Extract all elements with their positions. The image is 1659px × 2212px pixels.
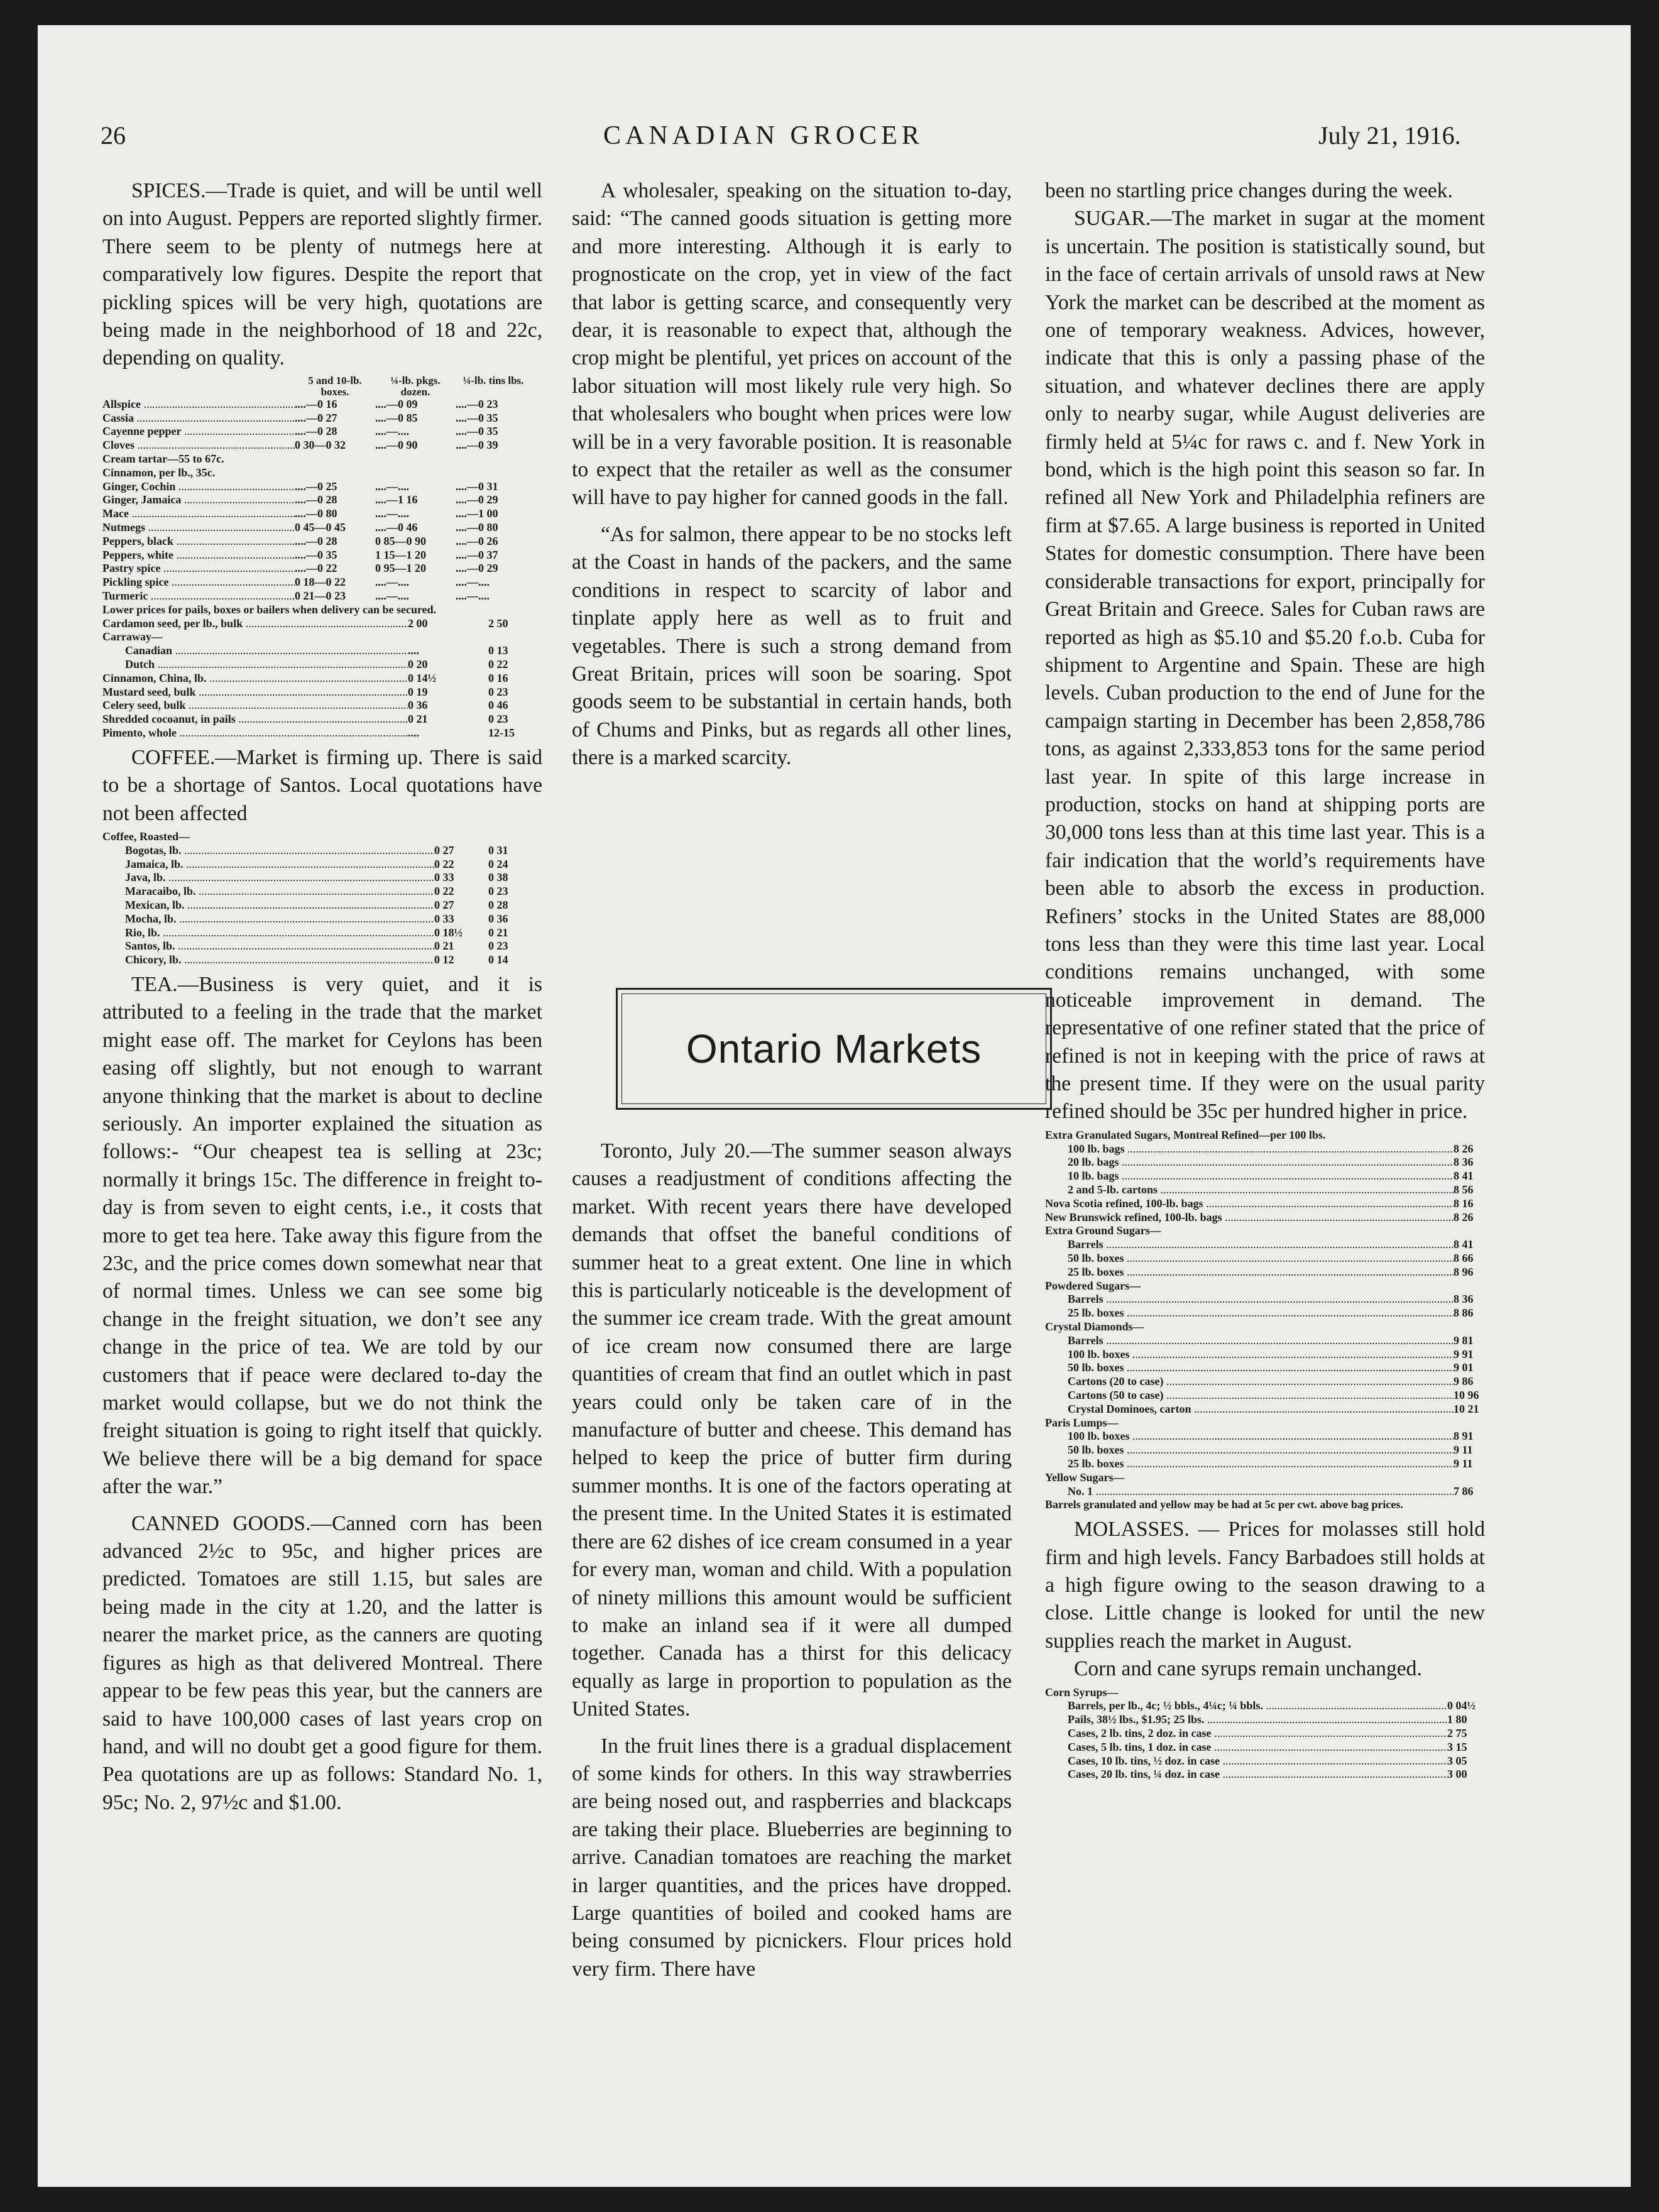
table-row <box>1045 1129 1485 1142</box>
table-row <box>1045 1306 1485 1320</box>
row-value: ....—1 00 <box>456 507 498 520</box>
row-label: Cases, 5 lb. tins, 1 doz. in case ..... <box>1068 1741 1447 1755</box>
row-label: Peppers, black ..... <box>102 535 295 549</box>
row-label: Cartons (50 to case) ..... <box>1068 1389 1454 1403</box>
row-value: 0 24 <box>488 857 508 870</box>
row-heading: Carraway— <box>102 630 163 643</box>
row-label: Dutch ..... <box>125 658 408 672</box>
row-label: 2 and 5-lb. cartons ..... <box>1068 1183 1454 1197</box>
row-value: 0 22 <box>434 885 454 898</box>
row-value: .... <box>408 644 419 657</box>
row-label: Cartons (20 to case) ..... <box>1068 1375 1454 1389</box>
row-value: 0 22 <box>488 657 508 671</box>
row-label: Cinnamon, China, lb. ..... <box>102 672 408 686</box>
row-value: ....—0 27 <box>295 411 337 424</box>
table-row <box>102 412 542 425</box>
spices-price-table <box>102 375 542 740</box>
table-row <box>102 425 542 439</box>
row-label: Santos, lb. ..... <box>125 939 434 953</box>
table-row <box>1045 1238 1485 1252</box>
table-row <box>102 926 542 940</box>
table-row <box>1045 1211 1485 1225</box>
row-value: ....—0 16 <box>295 397 337 410</box>
row-label: Chicory, lb. ..... <box>125 953 434 967</box>
row-value: 0 21—0 23 <box>295 589 346 602</box>
table-row <box>102 713 542 726</box>
col-header: ¼-lb. tins lbs. <box>463 374 524 386</box>
row-value: 0 21 <box>488 926 508 939</box>
row-value: ....—0 29 <box>456 493 498 506</box>
row-value: 8 36 <box>1454 1293 1474 1306</box>
table-row <box>102 466 542 480</box>
row-value: 0 33 <box>434 871 454 884</box>
column-3 <box>1045 177 1485 1785</box>
row-value: ....—.... <box>456 576 490 589</box>
row-value: ....—0 29 <box>456 562 498 575</box>
row-value: 3 15 <box>1447 1740 1467 1753</box>
row-label: New Brunswick refined, 100-lb. bags ..... <box>1045 1211 1454 1225</box>
table-row <box>102 507 542 521</box>
row-value: ....—.... <box>375 576 409 589</box>
row-heading: Extra Granulated Sugars, Montreal Refined—per 100 lbs. <box>1045 1128 1326 1141</box>
row-value: ....—0 35 <box>456 411 498 424</box>
table-row <box>1045 1768 1485 1782</box>
row-value: ....—0 80 <box>295 507 337 520</box>
row-label: Rio, lb. ..... <box>125 926 434 940</box>
row-value: 8 86 <box>1454 1306 1474 1320</box>
table-row <box>1045 1485 1485 1499</box>
table-row <box>1045 1183 1485 1197</box>
table-row <box>1045 1266 1485 1279</box>
row-label: Barrels ..... <box>1068 1238 1454 1252</box>
spices-paragraph: SPICES.—Trade is quiet, and will be until well on into August. Peppers are reported slightly firmer. There seem to be plenty of nutmegs here at comparatively low figures. Despite the report that pickling spices will be very high, quotations are being made in the neighborhood of 18 and 22c, depending on quality. <box>102 179 542 370</box>
wholesaler-paragraph: A wholesaler, speaking on the situation to-day, said: “The canned goods situation is getting more and more interesting. Although it is early to prognosticate on the crop, yet in view of the fact that labor is getting scarce, and consequently very dear, it is reasonable to expect that, although the crop might be plentiful, yet prices on account of the labor situation will most likely rule very high. So that wholesalers who bought when prices were low will be in a very favorable position. It is reasonable to expect that the retailer as well as the consumer will have to pay higher for canned goods in the fall. <box>572 179 1012 510</box>
row-label: Nutmegs ..... <box>102 521 295 535</box>
row-label: Cinnamon, per lb., 35c. <box>102 466 216 479</box>
table-row <box>1045 1361 1485 1375</box>
table-row <box>102 480 542 494</box>
row-label: Pails, 38½ lbs., $1.95; 25 lbs. ..... <box>1068 1713 1447 1727</box>
table-row <box>102 549 542 562</box>
table-row <box>1045 1727 1485 1741</box>
row-value: ....—0 26 <box>456 534 498 547</box>
row-value: ....—.... <box>375 425 409 438</box>
page-date: July 21, 1916. <box>1318 121 1461 150</box>
row-label: 50 lb. boxes ..... <box>1068 1361 1454 1375</box>
table-row <box>102 439 542 452</box>
canned-goods-paragraph: CANNED GOODS.—Canned corn has been advanced 2½c to 95c, and higher prices are predicted. Tomatoes are still 1.15, but sales are being made in the city at 1.20, and the latter is nearer the market price, as the canners are quoting figures as high as that delivered Montreal. There appear to be few peas this year, but the canners are said to have 100,000 cases of last years crop on hand, and will no doubt get a good figure for them. Pea quotations are up as follows: Standard No. 1, 95c; No. 2, 97½c and $1.00. <box>102 1511 542 1814</box>
table-row <box>1045 1389 1485 1403</box>
row-label: Crystal Dominoes, carton ..... <box>1068 1403 1454 1416</box>
table-row <box>1045 1156 1485 1169</box>
syrup-heading: Corn Syrups— <box>1045 1685 1119 1699</box>
table-row <box>1045 1699 1485 1713</box>
section-heading-box <box>616 988 1052 1110</box>
row-label: Pimento, whole ..... <box>102 726 408 740</box>
row-value: ....—0 28 <box>295 534 337 547</box>
row-label: Barrels ..... <box>1068 1334 1454 1348</box>
syrup-price-table <box>1045 1686 1485 1782</box>
table-row <box>1045 1142 1485 1156</box>
row-value: ....—.... <box>456 589 490 602</box>
table-row <box>1045 1375 1485 1389</box>
table-row <box>1045 1224 1485 1238</box>
row-value: 0 23 <box>488 685 508 698</box>
fruit-paragraph: In the fruit lines there is a gradual displacement of some kinds for others. In this way strawberries are being nosed out, and raspberries and blackcaps are taking their place. Blueberries are beginning to arrive. Canadian tomatoes are reaching the market in larger quantities, and the prices have dropped. Large quantities of boiled and cooked hams are being consumed by picnickers. Flour prices hold very firm. There have <box>572 1734 1012 1981</box>
spices-table-header <box>102 375 542 398</box>
table-row <box>1045 1252 1485 1266</box>
row-label: 50 lb. boxes ..... <box>1068 1252 1454 1266</box>
row-value: 10 96 <box>1454 1388 1479 1401</box>
row-value: 0 18—0 22 <box>295 576 346 589</box>
row-value: 2 50 <box>488 616 508 630</box>
row-label: Maracaibo, lb. ..... <box>125 885 434 899</box>
row-label: 25 lb. boxes ..... <box>1068 1266 1454 1279</box>
row-label: Mace ..... <box>102 507 295 521</box>
newspaper-page <box>38 25 1631 2187</box>
row-value: 9 01 <box>1454 1361 1474 1374</box>
row-label: Barrels, per lb., 4c; ½ bbls., 4¼c; ¼ bbls. ..... <box>1068 1699 1447 1713</box>
row-value: 0 31 <box>488 843 508 857</box>
column-2 <box>572 177 1012 772</box>
table-row <box>102 953 542 967</box>
table-row <box>102 630 542 644</box>
row-label: Celery seed, bulk ..... <box>102 699 408 713</box>
row-value: 0 14½ <box>408 671 436 684</box>
column-2-lower <box>572 1137 1012 1983</box>
row-value: 9 91 <box>1454 1347 1474 1361</box>
table-row <box>1045 1197 1485 1211</box>
molasses-paragraph: MOLASSES. — Prices for molasses still hold firm and high levels. Fancy Barbadoes still holds at a high figure owing to the season drawing to a close. Little change is looked for until the new supplies reach the market in August. <box>1045 1518 1485 1653</box>
continued-paragraph: been no startling price changes during the week. <box>1045 179 1453 202</box>
row-value: 0 18½ <box>434 926 463 939</box>
row-value: 0 46 <box>488 699 508 712</box>
row-value: 0 27 <box>434 898 454 911</box>
row-value: 8 66 <box>1454 1251 1474 1264</box>
table-row <box>1045 1279 1485 1293</box>
row-label: 100 lb. boxes ..... <box>1068 1348 1454 1362</box>
table-row <box>102 658 542 672</box>
row-value: ....—0 37 <box>456 548 498 561</box>
table-row <box>1045 1169 1485 1183</box>
row-value: 8 96 <box>1454 1265 1474 1278</box>
row-heading: Paris Lumps— <box>1045 1416 1119 1429</box>
row-label: Pastry spice ..... <box>102 562 295 576</box>
row-value: ....—.... <box>375 507 409 520</box>
row-value: 9 81 <box>1454 1333 1474 1347</box>
row-value: 0 30—0 32 <box>295 439 346 452</box>
table-row <box>102 885 542 899</box>
row-label: Java, lb. ..... <box>125 871 434 885</box>
row-label: Mexican, lb. ..... <box>125 899 434 912</box>
row-label: 100 lb. bags ..... <box>1068 1142 1454 1156</box>
row-value: 8 36 <box>1454 1156 1474 1169</box>
row-heading: Powdered Sugars— <box>1045 1279 1141 1292</box>
row-label: Turmeric ..... <box>102 589 295 603</box>
row-label: Cardamon seed, per lb., bulk ..... <box>102 617 408 631</box>
row-value: 0 04½ <box>1447 1699 1476 1712</box>
table-row <box>102 521 542 535</box>
table-row <box>102 493 542 507</box>
row-heading: Crystal Diamonds— <box>1045 1320 1144 1333</box>
table-row <box>102 576 542 589</box>
table-row <box>1045 1348 1485 1362</box>
row-value: ....—0 46 <box>375 521 418 534</box>
column-1 <box>102 177 542 1817</box>
tea-paragraph: TEA.—Business is very quiet, and it is attributed to a feeling in the trade that the market might ease off. The market for Ceylons has been easing off slightly, but not enough to warrant anyone thinking that the market is about to decline seriously. An importer explained the situation as follows:- “Our cheapest tea is selling at 23c; normally it brings 15c. The difference in freight to-day is from seven to eight cents, i.e., it costs that more to get tea here. Take away this figure from the 23c, and the price comes down somewhat near that of normal times. Unless we can see some big change in the freight situation, we don’t see any change in the price of tea. We are told by our customers that if peace were declared to-day the market would collapse, but we do not think the freight situation is going to right itself that quickly. We believe there will be a big demand for space after the war.” <box>102 972 542 1499</box>
row-value: 0 38 <box>488 871 508 884</box>
table-row <box>1045 1320 1485 1334</box>
row-value: 8 26 <box>1454 1210 1474 1224</box>
table-row <box>1045 1755 1485 1768</box>
page-title: CANADIAN GROCER <box>603 121 924 150</box>
row-value: 2 75 <box>1447 1726 1467 1739</box>
table-row <box>1045 1457 1485 1471</box>
row-value: 8 41 <box>1454 1169 1474 1183</box>
row-label: Shredded cocoanut, in pails ..... <box>102 713 408 726</box>
row-value: 0 12 <box>434 953 454 966</box>
row-value: ....—0 90 <box>375 439 418 452</box>
row-value: 0 16 <box>488 671 508 684</box>
row-value: ....—.... <box>375 589 409 602</box>
row-value: ....—0 28 <box>295 493 337 506</box>
row-label: Allspice ..... <box>102 398 295 412</box>
row-label: Bogotas, lb. ..... <box>125 844 434 858</box>
row-value: ....—.... <box>375 479 409 493</box>
row-value: 0 23 <box>488 885 508 898</box>
row-value: ....—0 39 <box>456 439 498 452</box>
row-value: ....—0 80 <box>456 521 498 534</box>
row-label: Cassia ..... <box>102 412 295 425</box>
row-value: 0 19 <box>408 685 428 698</box>
row-value: 0 36 <box>408 699 428 712</box>
table-row <box>102 871 542 885</box>
sugar-note: Barrels granulated and yellow may be had at 5c per cwt. above bag prices. <box>1045 1498 1403 1511</box>
table-row <box>1045 1430 1485 1443</box>
row-label: Mocha, lb. ..... <box>125 912 434 926</box>
row-label: Cases, 10 lb. tins, ½ doz. in case ..... <box>1068 1755 1447 1768</box>
row-value: 10 21 <box>1454 1402 1479 1415</box>
row-label: 20 lb. bags ..... <box>1068 1156 1454 1169</box>
row-label: No. 1 ..... <box>1068 1485 1454 1499</box>
row-value: 12-15 <box>488 726 515 739</box>
row-value: 3 00 <box>1447 1768 1467 1781</box>
row-value: 7 86 <box>1454 1484 1474 1497</box>
row-value: 1 15—1 20 <box>375 548 426 561</box>
table-row <box>102 686 542 699</box>
row-label: 100 lb. boxes ..... <box>1068 1430 1454 1443</box>
table-row <box>102 589 542 603</box>
row-value: 0 22 <box>434 857 454 870</box>
table-row <box>102 699 542 713</box>
table-row <box>102 452 542 466</box>
table-row <box>102 726 542 740</box>
row-label: 25 lb. boxes ..... <box>1068 1306 1454 1320</box>
row-value: ....—0 28 <box>295 425 337 438</box>
row-label: Cases, 2 lb. tins, 2 doz. in case ..... <box>1068 1727 1447 1741</box>
row-value: 8 26 <box>1454 1142 1474 1155</box>
table-row <box>102 844 542 858</box>
row-value: 9 11 <box>1454 1457 1473 1470</box>
row-label: Cream tartar—55 to 67c. <box>102 452 224 466</box>
row-value: 1 80 <box>1447 1713 1467 1726</box>
table-row <box>1045 1403 1485 1416</box>
toronto-paragraph: Toronto, July 20.—The summer season always causes a readjustment of conditions affecting the market. With recent years there have developed demands that offset the baneful conditions of summer heat to a great extent. One line in which this is particularly noticeable is the development of the summer ice cream trade. With the great amount of ice cream now consumed there are large quantities of cream that find an outlet which in past years could only be taken care of in the manufacture of butter and cheese. This demand has helped to keep the price of butter firm during summer months. It is one of the factors operating at the present time. In the United States it is estimated there are 62 dishes of ice cream consumed in a year for every man, woman and child. With a population of ninety millions this amount would be sufficient to make an inland sea if it were all dumped together. Canada has a thirst for this delicacy equally as large in proportion to population as the United States. <box>572 1139 1012 1721</box>
row-value: 0 20 <box>408 657 428 671</box>
row-value: 3 05 <box>1447 1754 1467 1767</box>
table-row <box>102 562 542 576</box>
page-number: 26 <box>101 121 126 150</box>
table-row <box>102 899 542 912</box>
row-label: Cayenne pepper ..... <box>102 425 295 439</box>
row-label: Cases, 20 lb. tins, ¼ doz. in case ..... <box>1068 1768 1447 1782</box>
row-label: Canadian ..... <box>125 644 408 658</box>
row-value: ....—1 16 <box>375 493 418 506</box>
row-label: Mustard seed, bulk ..... <box>102 686 408 699</box>
row-value: 0 21 <box>434 939 454 953</box>
table-row <box>1045 1713 1485 1727</box>
table-row <box>1045 1416 1485 1430</box>
row-label: 25 lb. boxes ..... <box>1068 1457 1454 1471</box>
row-label: 10 lb. bags ..... <box>1068 1169 1454 1183</box>
row-value: ....—0 31 <box>456 479 498 493</box>
row-value: 0 45—0 45 <box>295 521 346 534</box>
row-value: 0 85—0 90 <box>375 534 426 547</box>
table-row <box>1045 1293 1485 1306</box>
row-label: Peppers, white ..... <box>102 549 295 562</box>
row-value: 8 16 <box>1454 1196 1474 1210</box>
table-row <box>102 939 542 953</box>
row-label: Barrels ..... <box>1068 1293 1454 1306</box>
row-value: ....—0 35 <box>456 425 498 438</box>
row-value: ....—0 23 <box>456 397 498 410</box>
row-value: 9 86 <box>1454 1375 1474 1388</box>
salmon-paragraph: “As for salmon, there appear to be no stocks left at the Coast in hands of the packers, and the same conditions in respect to scarcity of labor and tinplate apply here as well as to fruit and vegetables. There is such a strong demand from Great Britain, prices will soon be soaring. Spot goods seem to be substantial in certain hands, both of Chums and Pinks, but as regards all other lines, there is a marked scarcity. <box>572 522 1012 770</box>
row-label: Ginger, Jamaica ..... <box>102 493 295 507</box>
row-label: Nova Scotia refined, 100-lb. bags ..... <box>1045 1197 1454 1211</box>
row-value: 2 00 <box>408 616 428 630</box>
col-header: ¼-lb. pkgs. dozen. <box>390 374 441 398</box>
row-heading: Extra Ground Sugars— <box>1045 1224 1161 1237</box>
table-row <box>1045 1471 1485 1485</box>
row-label: Ginger, Cochin ..... <box>102 480 295 494</box>
row-value: 0 33 <box>434 912 454 925</box>
row-value: 8 91 <box>1454 1430 1474 1443</box>
table-row <box>102 398 542 412</box>
row-label: Cloves ..... <box>102 439 295 452</box>
table-row <box>102 858 542 872</box>
section-heading: Ontario Markets <box>686 1026 982 1071</box>
row-value: ....—0 85 <box>375 411 418 424</box>
table-row <box>1045 1741 1485 1755</box>
row-value: ....—0 25 <box>295 479 337 493</box>
row-label: Jamaica, lb. ..... <box>125 858 434 872</box>
row-value: ....—0 22 <box>295 562 337 575</box>
row-value: 0 14 <box>488 953 508 966</box>
row-label: Pickling spice ..... <box>102 576 295 589</box>
row-value: 0 23 <box>488 713 508 726</box>
row-value: 0 27 <box>434 843 454 857</box>
row-value: 9 11 <box>1454 1443 1473 1457</box>
sugar-paragraph: SUGAR.—The market in sugar at the moment is uncertain. The position is statistically sound, but in the face of certain arrivals of unsold raws at New York the market can be described at the moment as one of temporary weakness. Advices, however, indicate that this is only a passing phase of the situation, and whatever declines there are apply only to nearby sugar, while August deliveries are firmly held at 5¼c for raws c. and f. New York in bond, which is the high point this season so far. In refined all New York and Philadelphia refiners are firm at $7.65. A large business is reported in United States for domestic consumption. There have been considerable transactions for export, principally for Great Britain and Greece. Sales for Cuban raws are reported as high as $5.10 and $5.20 f.o.b. Cuba for shipment to Argentine and Spain. These are high levels. Cuban production to the end of June for the campaign starting in December has been 2,858,786 tons, as against 2,333,853 tons for the same period last year. In spite of this large increase in production, stocks on hand at shipping ports are 30,000 tons less than at this time last year. This is a fair indication that the world’s requirements have been able to absorb the excess in production. Refiners’ stocks in the United States are 88,000 tons less than they were this time last year. Local conditions remains unchanged, with some noticeable improvement in demand. The representative of one refiner stated that the price of refined is not in keeping with the price of raws at the present time. If they were on the usual parity refined should be 35c per hundred higher in price. <box>1045 207 1485 1124</box>
row-label: 50 lb. boxes ..... <box>1068 1443 1454 1457</box>
spices-note: Lower prices for pails, boxes or bailers when delivery can be secured. <box>102 603 437 616</box>
coffee-heading: Coffee, Roasted— <box>102 830 190 843</box>
table-row <box>1045 1443 1485 1457</box>
coffee-price-table <box>102 830 542 967</box>
row-value: 0 95—1 20 <box>375 562 426 575</box>
row-value: 0 28 <box>488 898 508 911</box>
sugar-price-table <box>1045 1129 1485 1512</box>
table-row <box>1045 1334 1485 1348</box>
col-header: 5 and 10-lb. boxes. <box>308 374 362 398</box>
table-row <box>102 617 542 631</box>
row-value: 8 56 <box>1454 1183 1474 1196</box>
row-value: .... <box>408 726 419 739</box>
table-row <box>102 912 542 926</box>
row-value: ....—0 09 <box>375 397 418 410</box>
row-value: 0 23 <box>488 939 508 953</box>
coffee-paragraph: COFFEE.—Market is firming up. There is said to be a shortage of Santos. Local quotations have not been affected <box>102 745 542 825</box>
row-value: 0 21 <box>408 713 428 726</box>
row-heading: Yellow Sugars— <box>1045 1470 1125 1484</box>
table-row <box>102 535 542 549</box>
table-row <box>102 644 542 658</box>
row-value: ....—0 35 <box>295 548 337 561</box>
row-value: 0 36 <box>488 912 508 925</box>
table-row <box>102 672 542 686</box>
row-value: 0 13 <box>488 644 508 657</box>
corn-syrup-paragraph: Corn and cane syrups remain unchanged. <box>1074 1657 1422 1681</box>
row-value: 8 41 <box>1454 1238 1474 1251</box>
